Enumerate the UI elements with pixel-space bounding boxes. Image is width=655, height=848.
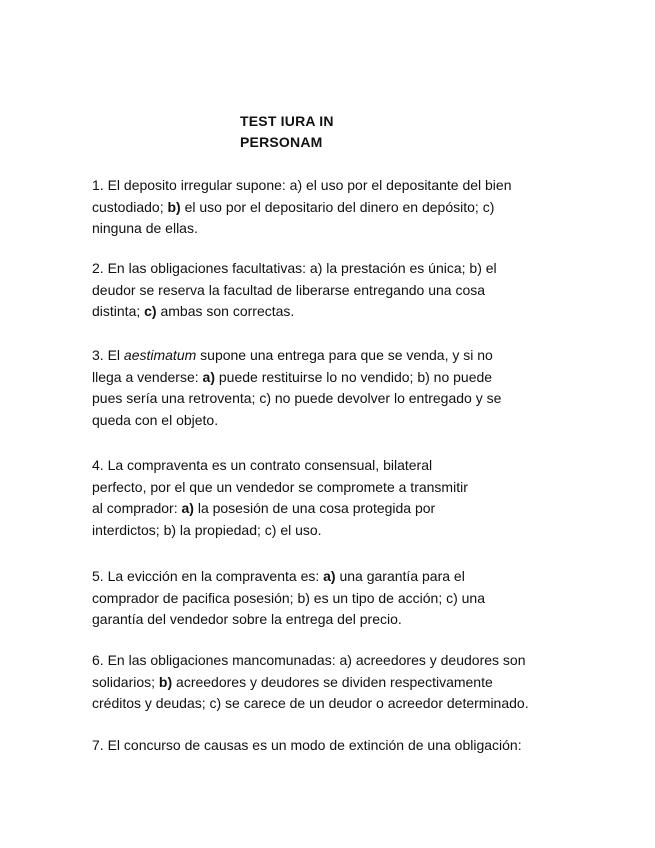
question-line: 4. La compraventa es un contrato consensual, bilateral (92, 457, 433, 473)
question-1 (92, 175, 572, 240)
question-line: perfecto, por el que un vendedor se compromete a transmitir (92, 478, 468, 495)
correct-answer-marker: b) (158, 673, 173, 690)
question-line: ninguna de ellas. (92, 220, 198, 236)
question-4 (92, 455, 572, 541)
question-line: comprador de pacifica posesión; b) es un tipo de acción; c) una (92, 589, 486, 606)
question-line: interdictos; b) la propiedad; c) el uso. (92, 521, 322, 538)
correct-answer-marker: c) (144, 303, 157, 319)
title-line-1: TEST IURA IN (240, 113, 334, 129)
question-3 (92, 345, 572, 431)
question-2 (92, 258, 572, 323)
question-5 (92, 566, 572, 631)
title-line-2: PERSONAM (240, 134, 323, 150)
question-line: distinta; c) ambas son correctas. (92, 303, 295, 319)
question-line: 2. En las obligaciones facultativas: a) la prestación es única; b) el (92, 260, 497, 276)
question-line: deudor se reserva la facultad de liberarse entregando una cosa (92, 281, 486, 298)
question-line: 7. El concurso de causas es un modo de extinción de una obligación: (92, 737, 522, 753)
question-line: solidarios; b) acreedores y deudores se dividen respectivamente (92, 673, 493, 690)
question-line: custodiado; b) el uso por el depositario del dinero en depósito; c) (92, 198, 495, 215)
correct-answer-marker: a) (323, 568, 336, 584)
correct-answer-marker: a) (181, 500, 194, 516)
correct-answer-marker: b) (167, 198, 181, 215)
question-line: 1. El deposito irregular supone: a) el uso por el depositante del bien (92, 177, 512, 193)
correct-answer-marker: a) (202, 368, 215, 385)
question-line: garantía del vendedor sobre la entrega del precio. (92, 611, 402, 627)
question-7 (92, 735, 572, 757)
question-line: 3. El aestimatum supone una entrega para que se venda, y si no (92, 347, 493, 363)
question-6 (92, 650, 572, 715)
page-title (240, 111, 334, 153)
question-line: créditos y deudas; c) se carece de un deudor o acreedor determinado. (92, 695, 529, 711)
question-line: queda con el objeto. (92, 411, 219, 428)
question-line: 5. La evicción en la compraventa es: a) una garantía para el (92, 568, 465, 584)
latin-term: aestimatum (123, 347, 197, 363)
question-line: 6. En las obligaciones mancomunadas: a) acreedores y deudores son (92, 652, 526, 668)
question-line: llega a venderse: a) puede restituirse lo no vendido; b) no puede (92, 368, 493, 385)
question-line: pues sería una retroventa; c) no puede devolver lo entregado y se (92, 390, 502, 406)
question-line: al comprador: a) la posesión de una cosa protegida por (92, 500, 436, 516)
